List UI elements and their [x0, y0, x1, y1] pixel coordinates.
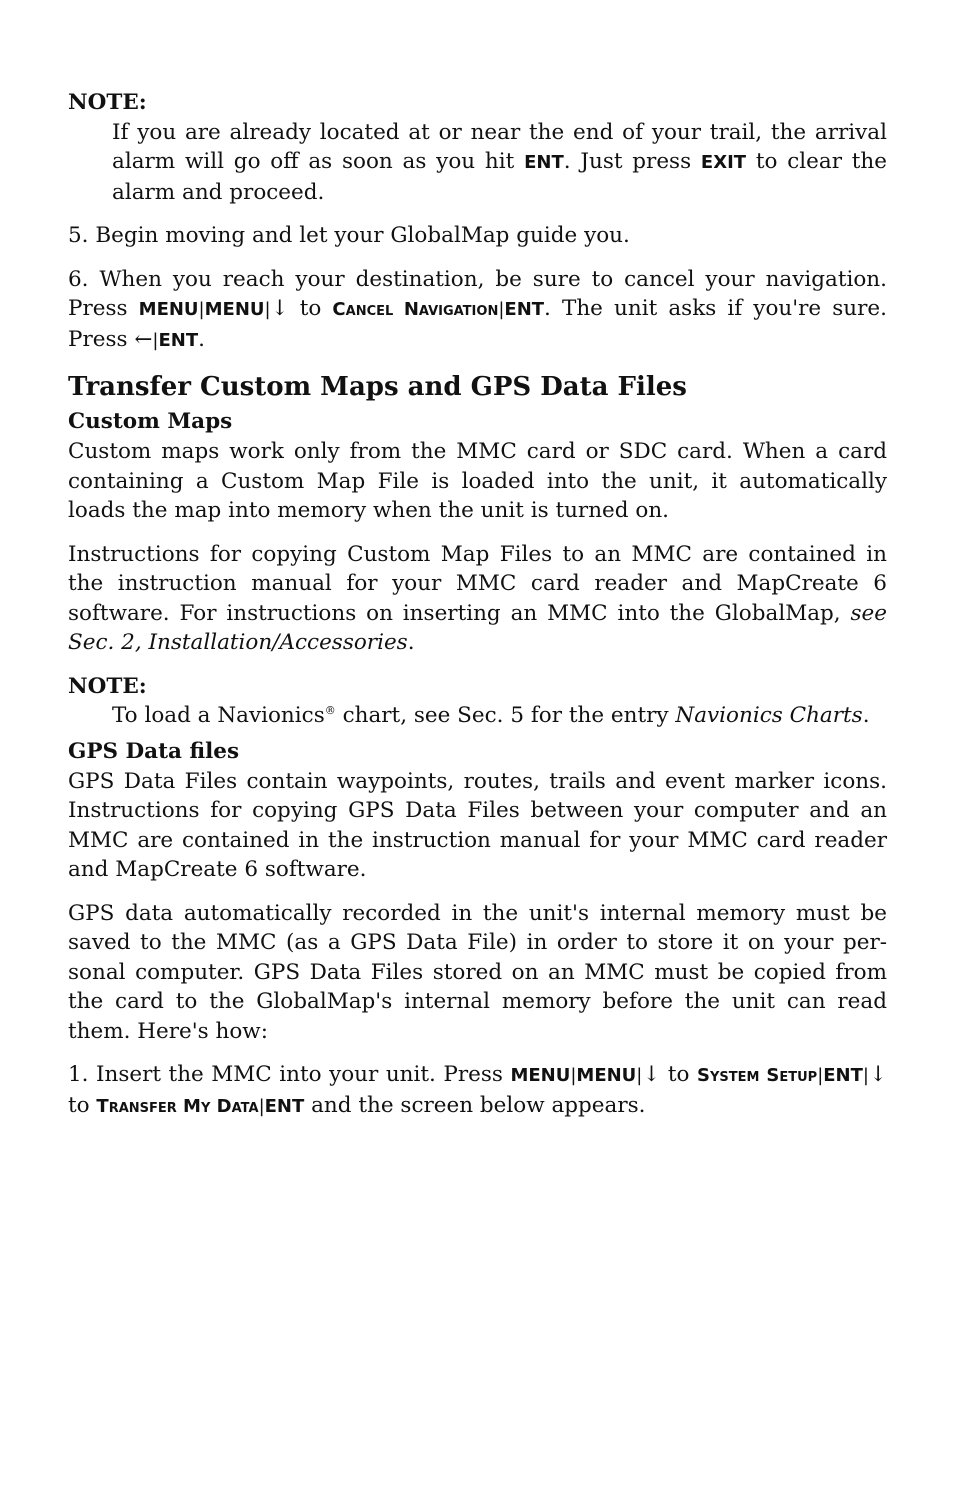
down-arrow-icon: ↓	[642, 1062, 661, 1087]
step-5: 5. Begin moving and let your GlobalMap guide you.	[68, 223, 630, 248]
key-exit: EXIT	[700, 152, 747, 173]
gps-data-files-heading: GPS Data files	[68, 738, 240, 764]
note-text: To load a Navionics® chart, see Sec. 5 for the entry Navionics Charts.	[112, 703, 870, 728]
key-ent: ENT	[264, 1095, 305, 1117]
key-menu: MENU	[204, 299, 265, 320]
key-ent: ENT	[504, 299, 545, 320]
note-label: NOTE:	[68, 673, 147, 699]
key-ent: ENT	[524, 152, 564, 173]
key-ent: ENT	[158, 329, 199, 351]
registered-mark: ®	[324, 703, 336, 717]
separator: |	[862, 1065, 869, 1086]
separator: |	[498, 299, 505, 320]
down-arrow-icon: ↓	[270, 296, 289, 321]
down-arrow-icon: ↓	[868, 1062, 887, 1087]
gps-files-paragraph-1: GPS Data Files contain waypoints, routes, trails and event marker icons. Instructions for copying GPS Data Files between your computer and an MMC are contained in the instruction manual for your MMC card reader and MapCreate 6 software.	[68, 768, 887, 882]
command-system-setup: System Setup	[697, 1065, 818, 1086]
key-menu: MENU	[138, 299, 199, 320]
section-reference: see Sec. 2, Installation/Accessories	[68, 600, 887, 655]
custom-maps-paragraph-2: Instructions for copying Custom Map Files to an MMC are contained in the instruction manual for your MMC card reader and MapCreate 6 software. For instructions on inserting an MMC into the GlobalMap, see Sec. 2, Installation/Accessories.	[68, 541, 887, 655]
step-1: 1. Insert the MMC into your unit. Press MENU|MENU|↓ to System Setup|ENT|↓ to Transfer My Data|ENT and the screen below appears.	[68, 1062, 887, 1118]
separator: |	[264, 299, 271, 320]
separator: |	[817, 1065, 824, 1086]
separator: |	[258, 1095, 265, 1117]
command-cancel-navigation: Cancel Navigation	[332, 299, 499, 320]
separator: |	[198, 299, 205, 320]
gps-files-paragraph-2: GPS data automatically recorded in the unit's internal memory must be saved to the MMC (as a GPS Data File) in order to store it on your personal computer. GPS Data Files stored on an MMC must be copied from the card to the GlobalMap's internal memory before the unit can read them. Here's how:	[68, 900, 887, 1044]
section-heading: Transfer Custom Maps and GPS Data Files	[68, 372, 687, 402]
key-menu: MENU	[510, 1065, 571, 1086]
entry-reference: Navionics Charts	[675, 703, 863, 728]
custom-maps-paragraph-1: Custom maps work only from the MMC card or SDC card. When a card containing a Custom Map File is loaded into the unit, it automatically loads the map into memory when the unit is turned on.	[68, 439, 887, 523]
note-label: NOTE:	[68, 90, 147, 115]
separator: |	[636, 1065, 643, 1086]
manual-page	[68, 88, 887, 1121]
separator: |	[152, 329, 159, 351]
command-transfer-my-data: Transfer My Data	[96, 1095, 259, 1117]
custom-maps-heading: Custom Maps	[68, 409, 233, 434]
key-menu: MENU	[576, 1065, 637, 1086]
step-6: 6. When you reach your destination, be sure to cancel your navigation. Press MENU|MENU|↓ to Cancel Navigation|ENT. The unit asks if you're sure. Press ←|ENT.	[68, 266, 887, 352]
separator: |	[570, 1065, 577, 1086]
key-ent: ENT	[823, 1065, 863, 1086]
note-text: If you are already located at or near the end of your trail, the arrival alarm will go off as soon as you hit ENT. Just press EXIT to clear the alarm and proceed.	[112, 119, 887, 205]
left-arrow-icon: ←	[134, 326, 153, 352]
